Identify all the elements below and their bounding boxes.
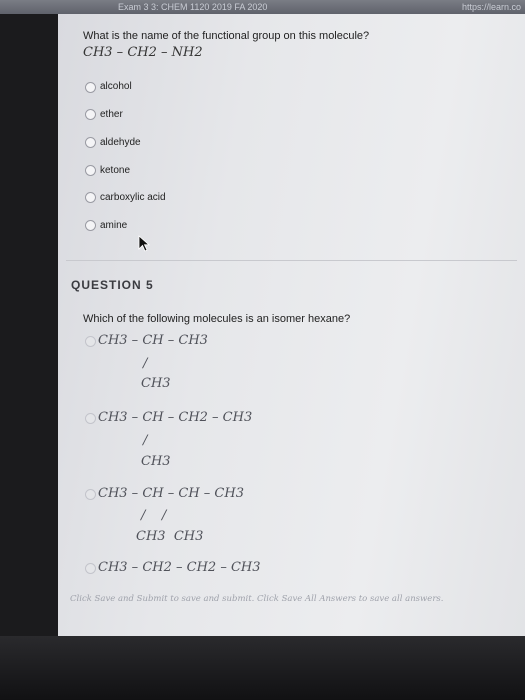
section-divider (66, 260, 517, 261)
isomer-option-3-formula: CH3 – CH – CH – CH3 (98, 486, 244, 501)
exam-page (58, 14, 525, 636)
option-label-ketone[interactable]: ketone (100, 165, 131, 176)
isomer-option-2-branch: CH3 (141, 454, 171, 469)
radio-aldehyde[interactable] (85, 137, 96, 148)
question-4-formula: CH3 – CH2 – NH2 (83, 45, 203, 60)
mouse-cursor-icon (138, 235, 152, 253)
radio-carboxylic-acid[interactable] (85, 192, 96, 203)
isomer-option-4-formula: CH3 – CH2 – CH2 – CH3 (98, 560, 261, 575)
radio-ketone[interactable] (85, 165, 96, 176)
radio-isomer-option-2[interactable] (85, 413, 96, 424)
isomer-option-3-branch: CH3 CH3 (136, 529, 204, 544)
option-label-amine[interactable]: amine (100, 220, 128, 231)
radio-alcohol[interactable] (85, 82, 96, 93)
submit-instructions: Click Save and Submit to save and submit. Click Save All Answers to save all answers. (70, 594, 444, 604)
radio-amine[interactable] (85, 220, 96, 231)
isomer-option-2-formula: CH3 – CH – CH2 – CH3 (98, 410, 253, 425)
isomer-option-3-bond: / / (141, 508, 167, 523)
option-label-carboxylic-acid[interactable]: carboxylic acid (100, 192, 166, 203)
option-label-alcohol[interactable]: alcohol (100, 81, 132, 92)
radio-isomer-option-4[interactable] (85, 563, 96, 574)
browser-tab-bar (0, 0, 525, 14)
desk-background (0, 636, 525, 700)
url-fragment: https://learn.co (461, 2, 521, 12)
option-label-aldehyde[interactable]: aldehyde (100, 137, 141, 148)
radio-ether[interactable] (85, 109, 96, 120)
question-5-header: QUESTION 5 (71, 278, 154, 292)
isomer-option-2-bond: / (143, 433, 148, 448)
isomer-option-1-bond: / (143, 356, 148, 371)
question-4-prompt: What is the name of the functional group on this molecule? (83, 30, 370, 42)
radio-isomer-option-3[interactable] (85, 489, 96, 500)
question-5-prompt: Which of the following molecules is an isomer hexane? (83, 313, 351, 325)
isomer-option-1-formula: CH3 – CH – CH3 (98, 333, 208, 348)
tab-title[interactable]: Exam 3 3: CHEM 1120 2019 FA 2020 (118, 2, 268, 12)
option-label-ether[interactable]: ether (100, 109, 123, 120)
radio-isomer-option-1[interactable] (85, 336, 96, 347)
isomer-option-1-branch: CH3 (141, 376, 171, 391)
